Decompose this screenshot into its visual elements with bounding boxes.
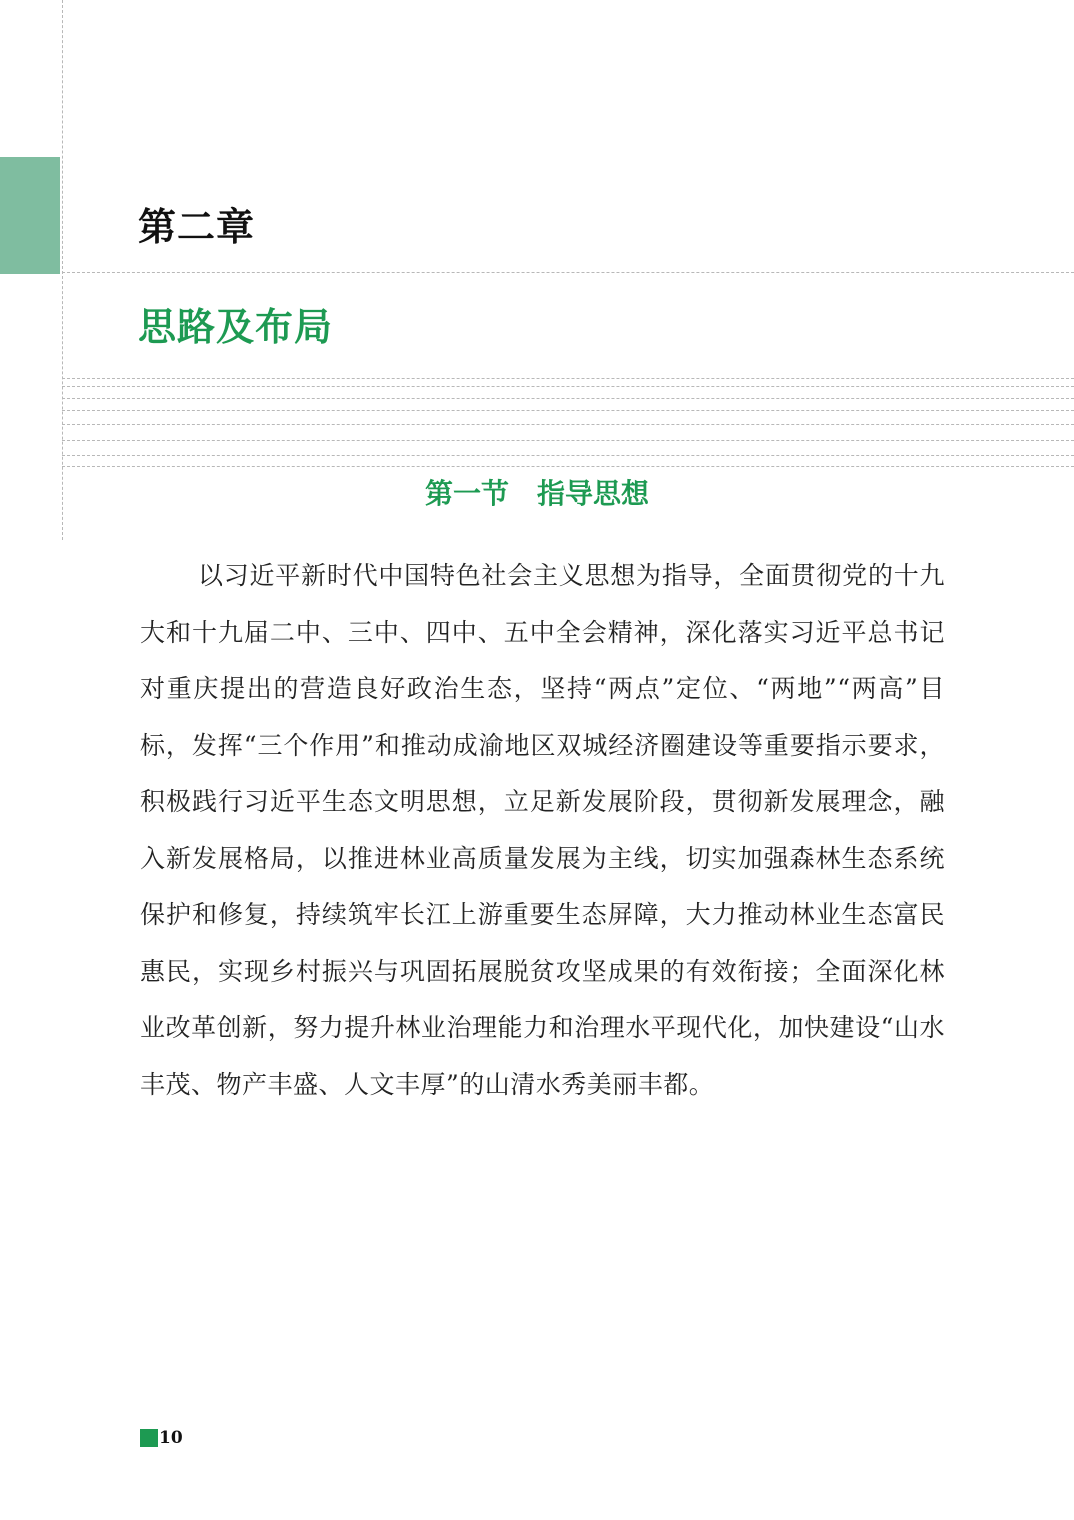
margin-dashed-line [62,0,63,540]
body-paragraph: 以习近平新时代中国特色社会主义思想为指导，全面贯彻党的十九大和十九届二中、三中、四中、五中全会精神，深化落实习近平总书记对重庆提出的营造良好政治生态，坚持“两点”定位、“两地”“两高”目标，发挥“三个作用”和推动成渝地区双城经济圈建设等重要指示要求，积极践行习近平生态文明思想，立足新发展阶段，贯彻新发展理念，融入新发展格局，以推进林业高质量发展为主线，切实加强森林生态系统保护和修复，持续筑牢长江上游重要生态屏障，大力推动林业生态富民惠民，实现乡村振兴与巩固拓展脱贫攻坚成果的有效衔接；全面深化林业改革创新，努力提升林业治理能力和治理水平现代化，加快建设“山水丰茂、物产丰盛、人文丰厚”的山清水秀美丽丰都。 [140,561,945,1099]
divider-dashed-line [62,455,1074,456]
page-number-text: 10 [159,1428,183,1448]
section-title: 第一节 指导思想 [424,477,649,510]
page-marker-square [140,1429,158,1447]
page-number [140,1428,183,1448]
divider-dashed-line [62,424,1074,425]
divider-dashed-line [62,272,1074,273]
chapter-title: 思路及布局 [138,305,334,349]
divider-dashed-line [62,410,1074,411]
divider-dashed-line [62,378,1074,379]
divider-dashed-line [62,398,1074,399]
divider-dashed-line [62,440,1074,441]
chapter-label: 第二章 [138,205,256,249]
chapter-tab-marker [0,157,60,274]
divider-dashed-line [62,386,1074,387]
divider-dashed-line [62,466,1074,467]
